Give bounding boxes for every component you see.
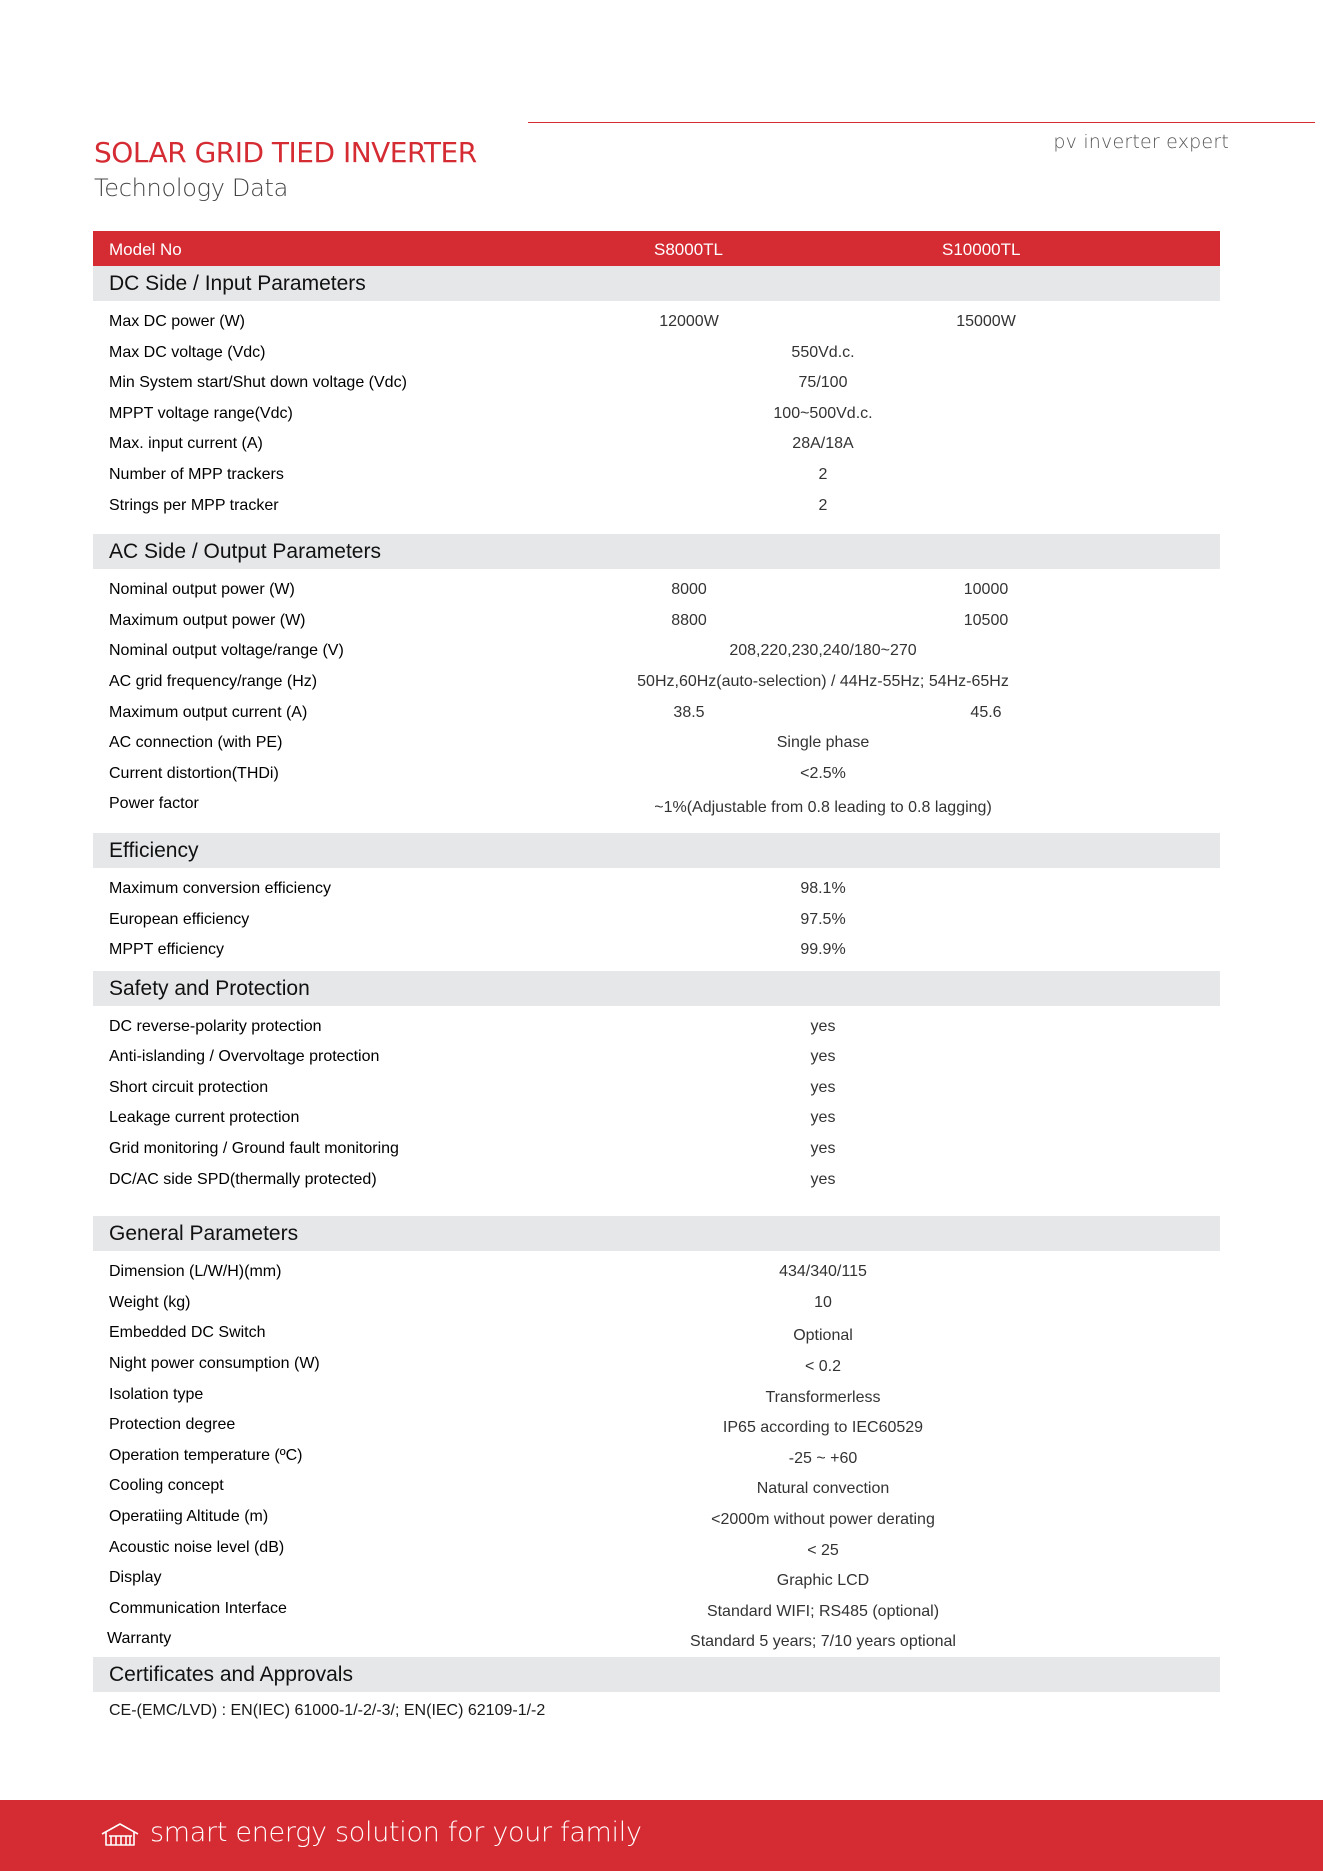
spec-table — [93, 231, 1220, 1732]
row-value: Single phase — [776, 734, 870, 752]
row-value: yes — [810, 1140, 836, 1158]
row-label: Nominal output power (W) — [109, 581, 295, 599]
table-row — [93, 1011, 1220, 1042]
row-value: ~1%(Adjustable from 0.8 leading to 0.8 lagging) — [654, 799, 992, 817]
section-title: Efficiency — [109, 838, 199, 862]
table-row — [93, 1623, 1220, 1654]
row-label: AC grid frequency/range (Hz) — [109, 672, 318, 690]
table-row — [93, 428, 1220, 459]
house-icon — [100, 1821, 140, 1847]
table-row — [93, 1470, 1220, 1501]
row-label: Isolation type — [109, 1385, 204, 1403]
row-label: Display — [109, 1569, 162, 1587]
page-title: SOLAR GRID TIED INVERTER — [94, 136, 477, 169]
row-label: Acoustic noise level (dB) — [109, 1538, 285, 1556]
row-value: < 0.2 — [804, 1358, 842, 1376]
table-row — [93, 1379, 1220, 1410]
row-label: Weight (kg) — [109, 1293, 191, 1311]
table-row — [93, 727, 1220, 758]
page-subtitle: Technology Data — [94, 174, 289, 202]
row-label: DC/AC side SPD(thermally protected) — [109, 1170, 377, 1188]
row-value-s10000: 10500 — [963, 611, 1009, 629]
row-label: DC reverse-polarity protection — [109, 1017, 322, 1035]
row-label: Warranty — [107, 1630, 172, 1648]
table-row — [93, 1440, 1220, 1471]
row-label: Current distortion(THDi) — [109, 764, 279, 782]
footer-slogan: smart energy solution for your family — [150, 1817, 642, 1848]
row-label: Cooling concept — [109, 1477, 224, 1495]
row-value-s10000: 45.6 — [970, 703, 1002, 721]
row-label: Embedded DC Switch — [109, 1324, 266, 1342]
table-row — [93, 1532, 1220, 1563]
row-label: Grid monitoring / Ground fault monitoring — [109, 1140, 399, 1158]
row-label: Leakage current protection — [109, 1109, 300, 1127]
table-row — [93, 788, 1220, 819]
row-value-s10000: 15000W — [956, 313, 1016, 330]
row-label: Number of MPP trackers — [109, 465, 284, 483]
top-rule — [528, 122, 1315, 123]
row-value-s8000: 8000 — [671, 581, 707, 599]
model-label: Model No — [109, 240, 182, 259]
row-value: 75/100 — [798, 374, 848, 392]
row-label: Short circuit protection — [109, 1078, 269, 1096]
row-value: 98.1% — [800, 879, 846, 897]
table-row — [93, 934, 1220, 965]
table-row — [93, 1409, 1220, 1440]
row-label: Protection degree — [109, 1416, 236, 1434]
row-value: 28A/18A — [792, 435, 854, 453]
row-value: yes — [810, 1017, 836, 1035]
section-safety — [93, 971, 1220, 1006]
section-title: General Parameters — [109, 1222, 299, 1246]
row-label: Dimension (L/W/H)(mm) — [109, 1263, 282, 1281]
table-row — [93, 1256, 1220, 1287]
table-row — [93, 398, 1220, 429]
row-value: Standard WIFI; RS485 (optional) — [706, 1602, 940, 1620]
section-title: Safety and Protection — [109, 976, 310, 1000]
row-value: Optional — [793, 1327, 853, 1345]
row-value: -25 ~ +60 — [788, 1449, 858, 1467]
row-value: IP65 according to IEC60529 — [722, 1419, 924, 1437]
section-ac-output — [93, 534, 1220, 569]
row-value: 99.9% — [800, 941, 846, 959]
section-title: DC Side / Input Parameters — [109, 272, 366, 295]
table-row — [93, 605, 1220, 636]
row-value: 100~500Vd.c. — [773, 404, 873, 422]
table-row — [93, 697, 1220, 728]
row-value: 10 — [814, 1293, 832, 1311]
table-row — [93, 1287, 1220, 1318]
row-value: 97.5% — [800, 910, 846, 928]
table-row — [93, 1593, 1220, 1624]
table-row — [93, 1041, 1220, 1072]
section-efficiency — [93, 833, 1220, 868]
row-value: < 25 — [807, 1541, 839, 1559]
row-value-s8000: 12000W — [659, 313, 719, 330]
certificates-text: CE-(EMC/LVD) : EN(IEC) 61000-1/-2/-3/; EN(IEC) 62109-1/-2 — [109, 1701, 546, 1719]
table-row — [93, 574, 1220, 605]
row-value: 434/340/115 — [779, 1263, 867, 1281]
row-label: Maximum conversion efficiency — [109, 879, 332, 897]
row-label: Operatiing Altitude (m) — [109, 1508, 269, 1525]
row-value-s8000: 38.5 — [673, 703, 705, 721]
row-value-s8000: 8800 — [671, 611, 707, 629]
table-row — [93, 1348, 1220, 1379]
row-value-s10000: 10000 — [963, 581, 1009, 599]
table-row — [93, 459, 1220, 490]
row-label: Max DC voltage (Vdc) — [109, 343, 266, 361]
table-row — [93, 490, 1220, 521]
row-value: 50Hz,60Hz(auto-selection) / 44Hz-55Hz; 54Hz-65Hz — [637, 672, 1009, 690]
row-value: yes — [810, 1170, 836, 1188]
row-label: Max DC power (W) — [109, 313, 246, 330]
table-row — [93, 337, 1220, 368]
row-label: Nominal output voltage/range (V) — [109, 642, 344, 660]
table-row — [93, 1501, 1220, 1532]
table-row — [93, 758, 1220, 789]
section-certificates — [93, 1657, 1220, 1692]
table-row — [93, 1133, 1220, 1164]
row-value: yes — [810, 1048, 836, 1066]
footer-bar — [0, 1800, 1323, 1871]
section-dc-input — [93, 266, 1220, 301]
section-title: Certificates and Approvals — [109, 1662, 353, 1686]
row-label: Night power consumption (W) — [109, 1355, 320, 1373]
row-label: MPPT efficiency — [109, 941, 225, 959]
row-label: Maximum output power (W) — [109, 611, 306, 629]
model-column-2: S10000TL — [942, 240, 1021, 259]
table-row — [93, 367, 1220, 398]
table-header — [93, 231, 1220, 266]
row-label: Operation temperature (ºC) — [109, 1446, 303, 1464]
row-label: Power factor — [109, 795, 199, 813]
table-row — [93, 1164, 1220, 1195]
table-row — [93, 1562, 1220, 1593]
row-label: Communication Interface — [109, 1599, 287, 1617]
table-row — [93, 1102, 1220, 1133]
table-row — [93, 1072, 1220, 1103]
row-label: Maximum output current (A) — [109, 703, 308, 721]
table-row — [93, 1317, 1220, 1348]
row-value: Standard 5 years; 7/10 years optional — [690, 1633, 956, 1651]
row-value: yes — [810, 1078, 836, 1096]
section-general — [93, 1216, 1220, 1251]
table-row — [93, 306, 1220, 337]
row-value: yes — [810, 1109, 836, 1127]
table-row — [93, 635, 1220, 666]
row-value: 208,220,230,240/180~270 — [729, 642, 917, 660]
row-value: Graphic LCD — [776, 1572, 870, 1590]
table-row — [93, 666, 1220, 697]
row-value: 2 — [818, 465, 828, 483]
model-column-1: S8000TL — [654, 240, 723, 259]
row-value: 2 — [818, 496, 828, 514]
row-label: AC connection (with PE) — [109, 734, 283, 752]
section-title: AC Side / Output Parameters — [109, 540, 381, 564]
row-label: Strings per MPP tracker — [109, 496, 279, 514]
table-row — [93, 904, 1220, 935]
tagline: pv inverter expert — [1053, 131, 1229, 153]
row-value: Natural convection — [756, 1480, 890, 1498]
row-value: Transformerless — [765, 1388, 881, 1406]
row-value: <2000m without power derating — [711, 1511, 935, 1528]
row-label: MPPT voltage range(Vdc) — [109, 404, 293, 422]
table-row — [93, 873, 1220, 904]
certificates-text-row — [93, 1692, 1220, 1732]
row-label: Max. input current (A) — [109, 435, 263, 453]
row-label: Min System start/Shut down voltage (Vdc) — [109, 374, 407, 392]
row-value: 550Vd.c. — [791, 343, 855, 361]
row-label: Anti-islanding / Overvoltage protection — [109, 1048, 380, 1066]
row-value: <2.5% — [800, 764, 846, 782]
row-label: European efficiency — [109, 910, 250, 928]
